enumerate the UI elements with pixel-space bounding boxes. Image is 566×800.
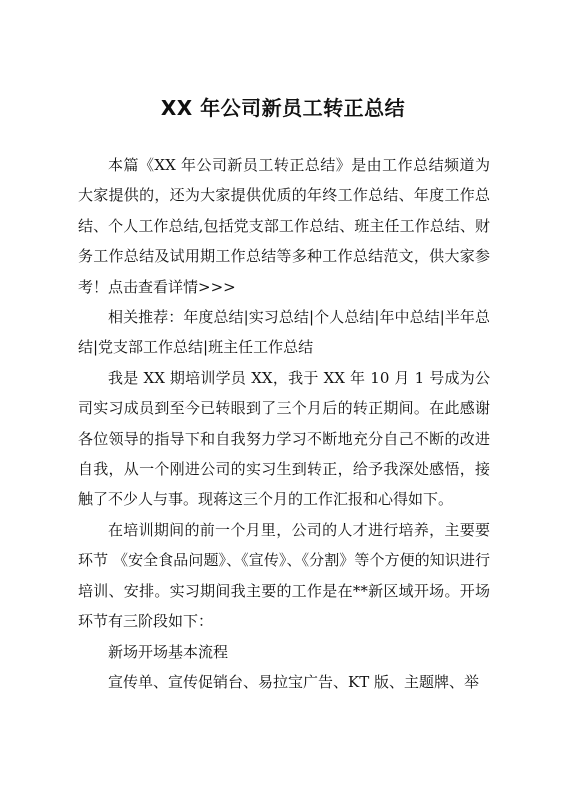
body-paragraph-2: 在培训期间的前一个月里，公司的人才进行培养，主要要环节 《安全食品问题》、《宣传》、《分割》等个方便的知识进行培训、安排。实习期间我主要的工作是在**新区域开场。开场环节有三阶段如下： <box>78 520 490 631</box>
intro-paragraph: 本篇《XX 年公司新员工转正总结》是由工作总结频道为大家提供的，还为大家提供优质的年终工作总结、年度工作总结、个人工作总结,包括党支部工作总结、班主任工作总结、财务工作总结及试用期工作总结等多种工作总结范文，供大家参考！点击查看详情>>> <box>78 156 490 296</box>
document-title: XX 年公司新员工转正总结 <box>160 96 406 120</box>
body-paragraph-1: 我是 XX 期培训学员 XX，我于 XX 年 10 月 1 号成为公司实习成员到至今已转眼到了三个月后的转正期间。在此感谢各位领导的指导下和自我努力学习不断地充分自己不断的改进自我，从一个刚进公司的实习生到转正，给予我深处感悟，接触了不少人与事。现蒋这三个月的工作汇报和心得如下。 <box>78 368 490 509</box>
document-body <box>78 150 490 697</box>
section-heading: 新场开场基本流程 <box>108 642 229 661</box>
related-recommendations: 相关推荐：年度总结|实习总结|个人总结|年中总结|半年总结|党支部工作总结|班主任工作总结 <box>78 308 490 357</box>
body-paragraph-3: 宣传单、宣传促销台、易拉宝广告、KT 版、主题牌、举 <box>108 672 479 691</box>
